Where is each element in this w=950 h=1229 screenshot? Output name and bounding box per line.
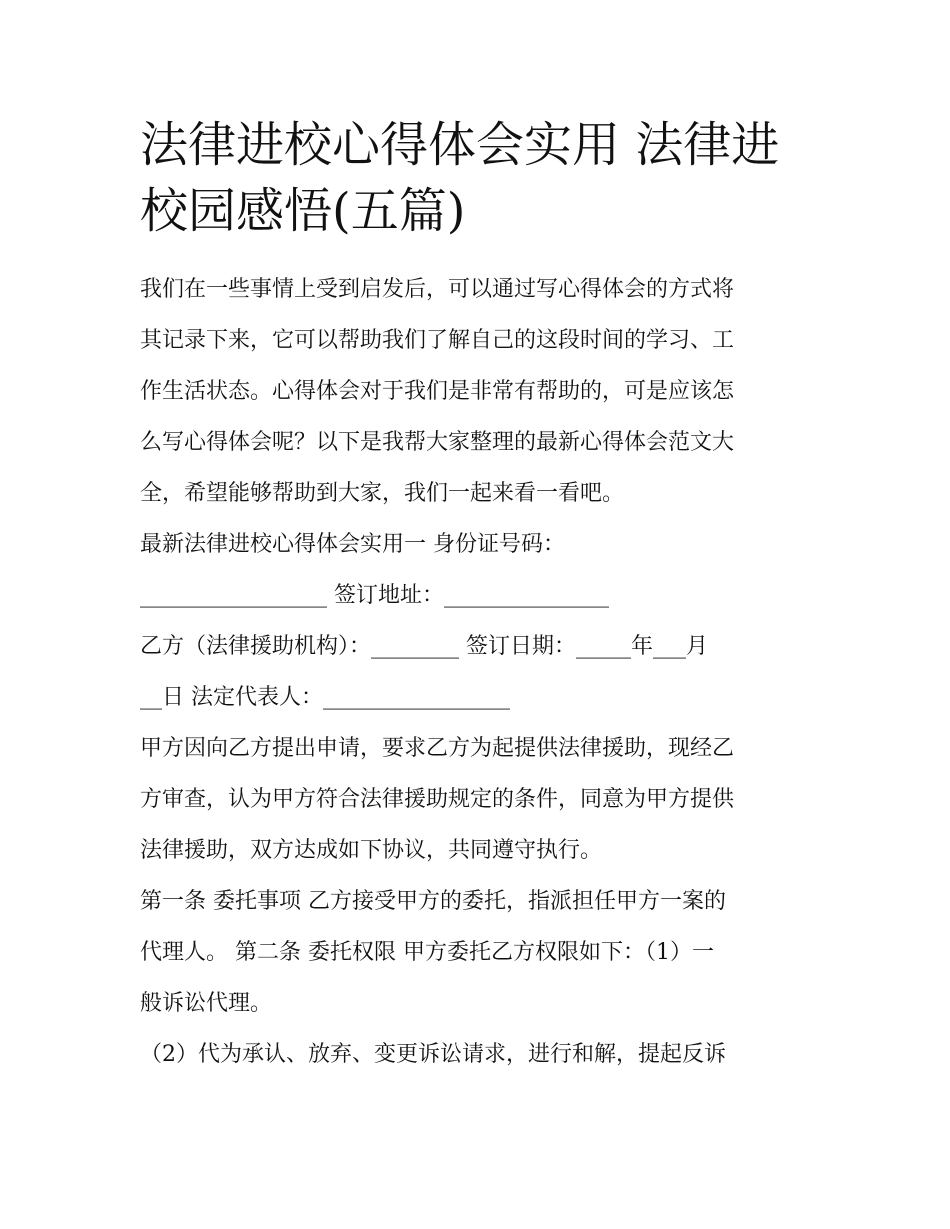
title-line-2: 校园感悟(五篇) [140, 183, 466, 239]
text-line: 最新法律进校心得体会实用一 身份证号码： [140, 532, 565, 557]
text-line: 第一条 委托事项 乙方接受甲方的委托，指派担任甲方一案的 [140, 889, 726, 914]
text-line: 乙方（法律援助机构）：________ 签订日期：_____年___月 [140, 634, 708, 659]
document-page [140, 112, 820, 1080]
text-line: _________________ 签订地址：_______________ [140, 583, 609, 608]
text-line: 作生活状态。心得体会对于我们是非常有帮助的，可是应该怎 [140, 379, 735, 404]
text-line: 么写心得体会呢？以下是我帮大家整理的最新心得体会范文大 [140, 430, 735, 455]
document-title [140, 112, 820, 244]
text-line: 代理人。 第二条 委托权限 甲方委托乙方权限如下：（1）一 [140, 940, 714, 965]
text-line: 全，希望能够帮助到大家，我们一起来看一看吧。 [140, 481, 625, 506]
text-line: （2）代为承认、放弃、变更诉讼请求，进行和解，提起反诉 [140, 1042, 726, 1067]
text-line: 法律援助，双方达成如下协议，共同遵守执行。 [140, 838, 603, 863]
text-line: 其记录下来，它可以帮助我们了解自己的这段时间的学习、工 [140, 328, 735, 353]
title-line-1: 法律进校心得体会实用 法律进 [140, 117, 780, 173]
text-line: __日 法定代表人：_________________ [140, 685, 510, 710]
text-line: 方审查，认为甲方符合法律援助规定的条件，同意为甲方提供 [140, 787, 735, 812]
text-line: 甲方因向乙方提出申请，要求乙方为起提供法律援助，现经乙 [140, 736, 735, 761]
text-line: 我们在一些事情上受到启发后，可以通过写心得体会的方式将 [140, 277, 735, 302]
document-body [140, 264, 820, 1080]
text-line: 般诉讼代理。 [140, 991, 273, 1016]
